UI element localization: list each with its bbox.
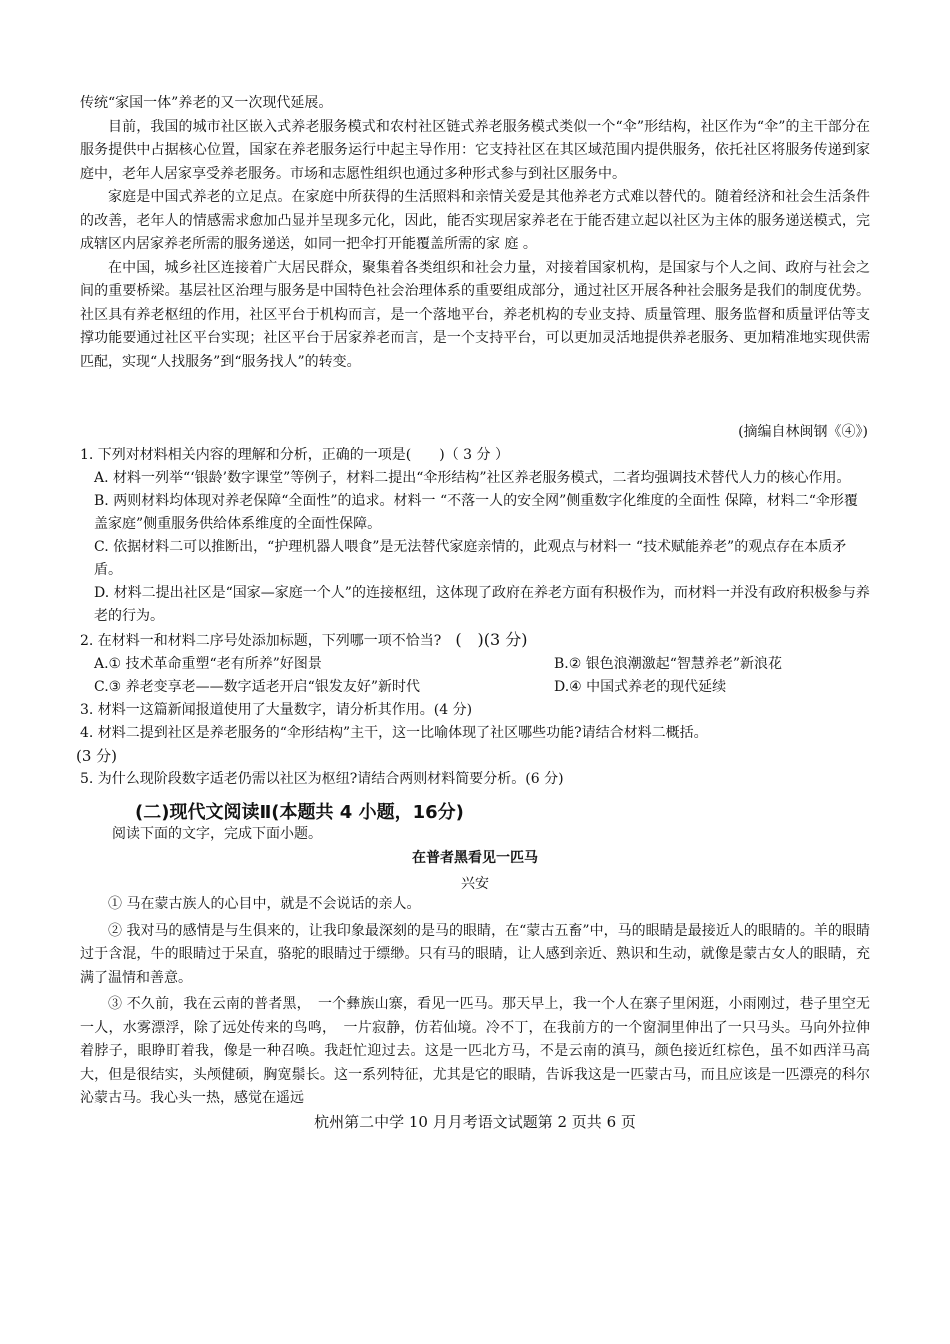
article-paragraph: ① 马在蒙古族人的心目中，就是不会说话的亲人。	[108, 896, 421, 912]
question-3: 3. 材料一这篇新闻报道使用了大量数字，请分析其作用。(4 分)	[80, 702, 473, 718]
material-source: (摘编自林闽钢《④》)	[738, 424, 868, 440]
material-paragraph: 家庭是中国式养老的立足点。在家庭中所获得的生活照料和亲情关爱是其他养老方式难以替代的。随着经济和社会生活条件的改善，老年人的情感需求愈加凸显并呈现多元化，因此，能否实现居家养老在于能否建立起以社区为主体的服务递送模式，完成辖区内居家养老所需的服务递送，如同一把伞打开能覆盖所需的家 庭 。	[80, 189, 870, 252]
material-two-text	[80, 92, 870, 374]
article-author: 兴安	[461, 876, 489, 892]
page-footer: 杭州第二中学 10 月月考语文试题第 2 页共 6 页	[314, 1113, 636, 1131]
question-2-options-row-2	[80, 676, 870, 699]
question-4: 4. 材料二提到社区是养老服务的“伞形结构”主干，这一比喻体现了社区哪些功能?请结合材料二概括。	[80, 725, 708, 741]
question-2-option-c: C.③ 养老变享老——数字适老开启“银发友好”新时代	[94, 679, 420, 695]
question-1-stem: 1. 下列对材料相关内容的理解和分析，正确的一项是( )（ 3 分 ）	[80, 447, 509, 463]
question-2-options-row-1	[80, 653, 870, 676]
question-1-option-a: A. 材料一列举“‘银龄’数字课堂”等例子，材料二提出“伞形结构”社区养老服务模式，二者均强调技术替代人力的核心作用。	[94, 470, 851, 486]
article-paragraph: ② 我对马的感情是与生俱来的，让我印象最深刻的是马的眼睛，在“蒙古五畜”中，马的眼睛是最接近人的眼睛的。羊的眼睛过于含混，牛的眼睛过于呆直，骆驼的眼睛过于缥缈。只有马的眼睛，让人感到亲近、熟识和生动，就像是蒙古女人的眼睛，充满了温情和善意。	[80, 922, 870, 986]
article-body	[80, 893, 870, 1111]
question-2-text: 2. 在材料一和材料二序号处添加标题，下列哪一项不恰当?	[80, 633, 456, 649]
article-paragraph: ③ 不久前，我在云南的普者黑， 一个彝族山寨，看见一匹马。那天早上，我一个人在寨子里闲逛，小雨刚过，巷子里空无一人，水雾漂浮，除了远处传来的鸟鸣， 一片寂静，仿若仙境。冷不丁，在我前方的一个窗洞里伸出了一只马头。马向外拉伸着脖子，眼睁盯着我，像是一种召唤。我赶忙迎过去。这是一匹北方马，不是云南的滇马，颜色接近红棕色，虽不如西洋马高大，但是很结实，头颅健硕，胸宽鬃长。这一系列特征，尤其是它的眼睛，告诉我这是一匹蒙古马，而且应该是一匹漂亮的科尔沁蒙古马。我心头一热，感觉在遥远	[80, 996, 870, 1106]
material-paragraph: 传统“家国一体”养老的又一次现代延展。	[80, 95, 333, 111]
question-5: 5. 为什么现阶段数字适老仍需以社区为枢纽?请结合两则材料简要分析。(6 分)	[80, 771, 564, 787]
material-paragraph: 目前，我国的城市社区嵌入式养老服务模式和农村社区链式养老服务模式类似一个“伞”形结构，社区作为“伞”的主干部分在服务提供中占据核心位置，国家在养老服务运行中起主导作用：它支持社区在其区域范围内提供服务，依托社区将服务传递到家庭中，老年人居家享受养老服务。市场和志愿性组织也通过多种形式参与到社区服务中。	[80, 118, 870, 182]
question-1-option-c: C. 依据材料二可以推断出，“护理机器人喂食”是无法替代家庭亲情的，此观点与材料一 “技术赋能养老”的观点存在本质矛盾。	[94, 539, 847, 578]
section-intro: 阅读下面的文字，完成下面小题。	[112, 826, 322, 842]
question-2-option-b: B.② 银色浪潮激起“智慧养老”新浪花	[554, 656, 783, 672]
article-title: 在普者黑看见一匹马	[412, 850, 538, 866]
question-2-option-d: D.④ 中国式养老的现代延续	[554, 679, 727, 695]
question-4-score: (3 分)	[76, 747, 118, 765]
question-2-stem	[80, 628, 870, 653]
question-1-option-d: D. 材料二提出社区是“国家—家庭一个人”的连接枢纽，这体现了政府在养老方面有积极作为，而材料一并没有政府积极参与养老的行为。	[94, 585, 870, 624]
section-title: (二)现代文阅读Ⅱ(本题共 4 小题，16分)	[135, 802, 464, 823]
question-2-option-a: A.① 技术革命重塑“老有所养”好图景	[94, 656, 322, 672]
material-paragraph: 在中国，城乡社区连接着广大居民群众，聚集着各类组织和社会力量，对接着国家机构，是国家与个人之间、政府与社会之间的重要桥梁。基层社区治理与服务是中国特色社会治理体系的重要组成部分，通过社区开展各种社会服务是我们的制度优势。社区具有养老枢纽的作用，社区平台于机构而言，是一个落地平台，养老机构的专业支持、质量管理、服务监督和质量评估等支撑功能要通过社区平台实现；社区平台于居家养老而言，是一个支持平台，可以更加灵活地提供养老服务、更加精准地实现供需匹配，实现“人找服务”到“服务找人”的转变。	[80, 259, 870, 370]
question-1-option-b: B. 两则材料均体现对养老保障“全面性”的追求。材料一 “不落一人的安全网”侧重数字化维度的全面性 保障，材料二“伞形覆盖家庭”侧重服务供给体系维度的全面性保障。	[94, 493, 858, 532]
question-2-score: ( )(3 分)	[455, 630, 528, 649]
questions-block	[76, 444, 870, 791]
